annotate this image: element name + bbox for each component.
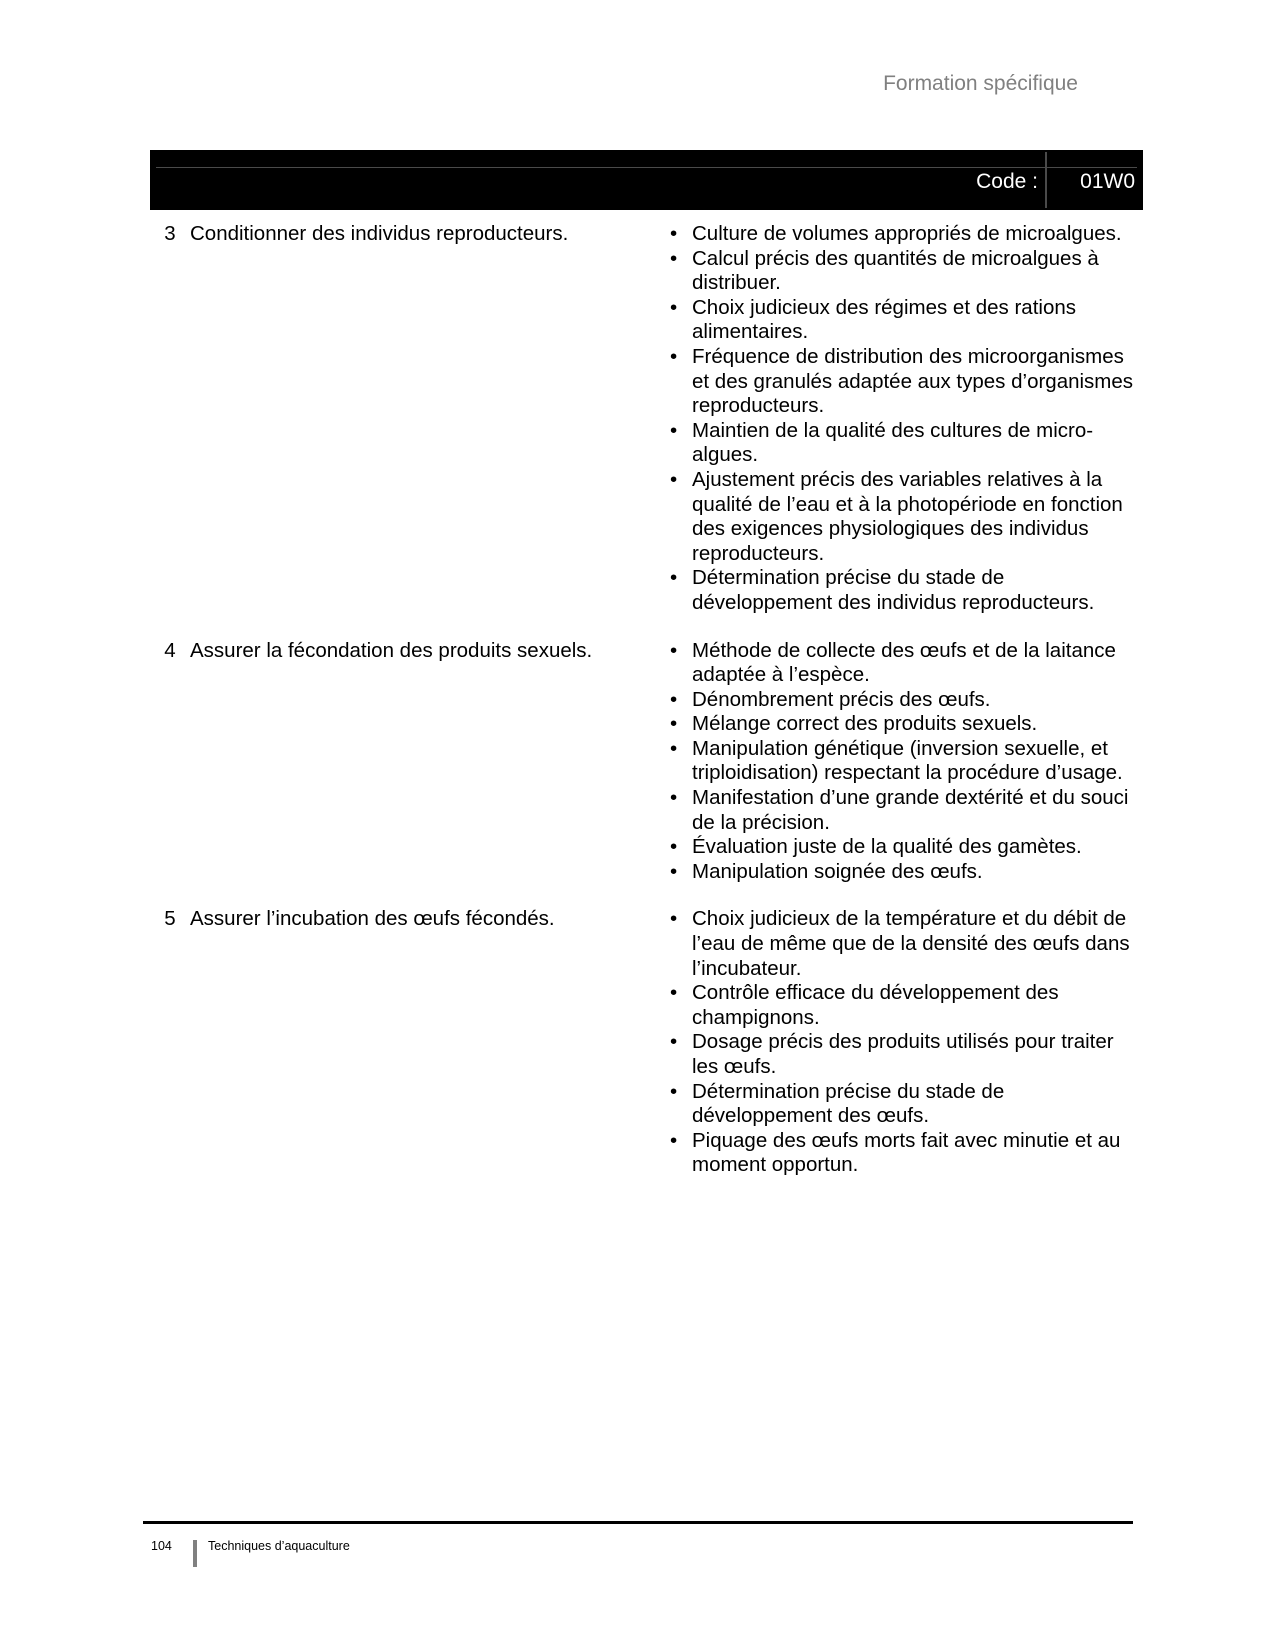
bullet-icon: • (670, 687, 678, 711)
criterion-item: • Manipulation soignée des œufs. (670, 859, 983, 883)
element-number: 5 (164, 907, 176, 931)
bullet-icon: • (670, 1128, 678, 1152)
footer-title: Techniques d’aquaculture (208, 1539, 350, 1553)
criterion-item: • Évaluation juste de la qualité des gamètes. (670, 835, 1082, 859)
footer-separator-bar (193, 1540, 197, 1567)
element-number: 3 (164, 222, 176, 245)
bullet-icon: • (670, 418, 678, 442)
criterion-item: • Méthode de collecte des œufs et de la laitance adaptée à l’espèce. (670, 638, 1116, 687)
criterion-item: • Mélange correct des produits sexuels. (670, 712, 1038, 736)
table-row (150, 907, 1143, 1178)
header-inner-rule (156, 167, 1137, 168)
criterion-item: • Dénombrement précis des œufs. (670, 687, 991, 711)
bullet-icon: • (670, 859, 678, 883)
bullet-icon: • (670, 835, 678, 859)
criterion-item: • Détermination précise du stade de développement des œufs. (670, 1079, 1005, 1128)
table-row (150, 639, 1143, 885)
bullet-icon: • (670, 981, 678, 1005)
bullet-icon: • (670, 1079, 678, 1103)
criterion-item: • Ajustement précis des variables relatives à la qualité de l’eau et à la photopériode en fonction des exigences physiologiques des individus reproducteurs. (670, 467, 1123, 565)
bullet-icon: • (670, 566, 678, 590)
code-value: 01W0 (1080, 170, 1135, 193)
criterion-item: • Fréquence de distribution des microorganismes et des granulés adaptée aux types d’organismes reproducteurs. (670, 344, 1134, 418)
criterion-item: • Calcul précis des quantités de microalgues à distribuer. (670, 246, 1099, 295)
criteria-list (660, 639, 1143, 885)
code-label: Code : (976, 170, 1038, 193)
element-criteria-table (150, 222, 1143, 1201)
bullet-icon: • (670, 736, 678, 760)
page-number: 104 (151, 1539, 172, 1553)
footer-rule (143, 1521, 1133, 1524)
header-cell-divider (1045, 152, 1047, 208)
bullet-icon: • (670, 1030, 678, 1054)
bullet-icon: • (670, 712, 678, 736)
criterion-item: • Piquage des œufs morts fait avec minutie et au moment opportun. (670, 1128, 1121, 1177)
table-row (150, 222, 1143, 616)
criterion-item: • Choix judicieux de la température et du débit de l’eau de même que de la densité des œufs dans l’incubateur. (670, 907, 1130, 980)
bullet-icon: • (670, 638, 678, 662)
bullet-icon: • (670, 295, 678, 319)
criteria-list (660, 907, 1143, 1178)
bullet-icon: • (670, 344, 678, 368)
criterion-item: • Culture de volumes appropriés de microalgues. (670, 222, 1122, 245)
criterion-item: • Dosage précis des produits utilisés pour traiter les œufs. (670, 1030, 1114, 1078)
element-label: Assurer la fécondation des produits sexuels. (190, 638, 593, 662)
element-number: 4 (164, 638, 176, 662)
bullet-icon: • (670, 467, 678, 491)
element-label: Assurer l’incubation des œufs fécondés. (190, 907, 555, 931)
bullet-icon: • (670, 246, 678, 270)
element-label: Conditionner des individus reproducteurs. (190, 222, 569, 245)
criteria-list (660, 222, 1143, 616)
criterion-item: • Contrôle efficace du développement des champignons. (670, 981, 1059, 1029)
criterion-item: • Détermination précise du stade de développement des individus reproducteurs. (670, 566, 1095, 614)
running-head-title: Formation spécifique (883, 72, 1078, 95)
criterion-item: • Manifestation d’une grande dextérité et du souci de la précision. (670, 786, 1129, 834)
criterion-item: • Maintien de la qualité des cultures de micro-algues. (670, 418, 1094, 467)
code-header-bar (150, 150, 1143, 210)
criterion-item: • Choix judicieux des régimes et des rations alimentaires. (670, 295, 1076, 344)
bullet-icon: • (670, 907, 678, 931)
bullet-icon: • (670, 786, 678, 810)
criterion-item: • Manipulation génétique (inversion sexuelle, et triploidisation) respectant la procédure d’usage. (670, 736, 1123, 785)
bullet-icon: • (670, 222, 678, 245)
